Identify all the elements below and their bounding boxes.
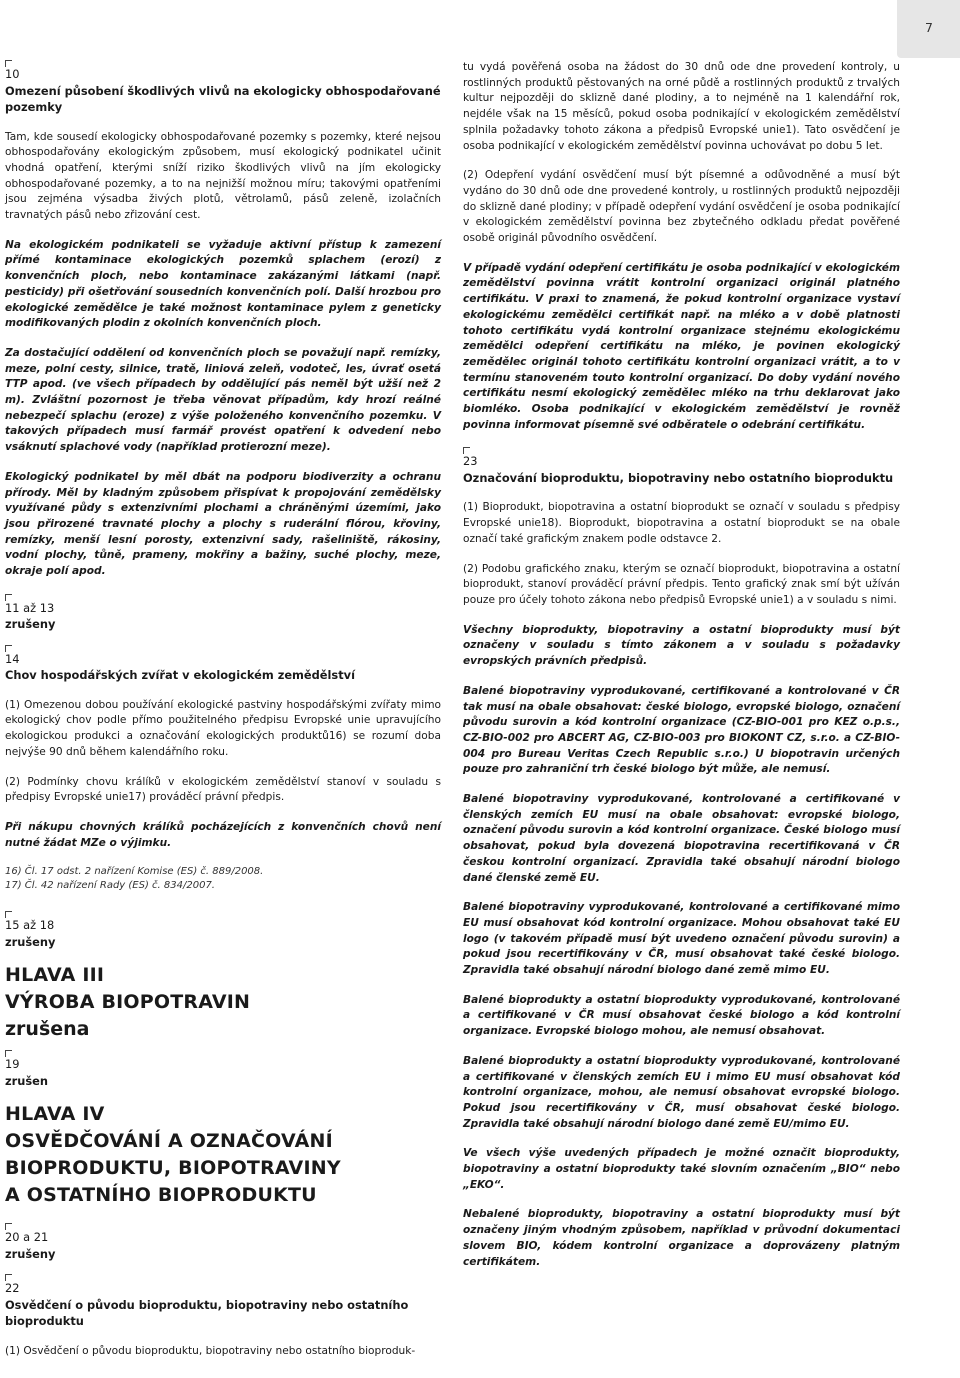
section-23-paragraph-1: (1) Bioprodukt, biopotravina a ostatní bioprodukt se označí v souladu s předpisy Evropské unie18). Bioprodukt, biopotravina a ostatní bioprodukt se na obale označí také grafickým znakem podle odstavce 2. (463, 501, 900, 545)
section-15-number: 15 až 18 (5, 911, 441, 934)
section-10-title: Omezení působení škodlivých vlivů na ekologicky obhospodařované pozemky (5, 83, 441, 114)
section-22-number: 22 (5, 1274, 441, 1297)
section-14-paragraph-3: Při nákupu chovných králíků pocházejících z konvenčních chovů není nutné žádat MZe o výjimku. (5, 821, 441, 849)
section-15-status: zrušeny (5, 934, 56, 949)
section-22-paragraph-1-continued: tu vydá pověřená osoba na žádost do 30 dnů ode dne provedení kontroly, u rostlinných produktů pěstovaných na orné půdě a rostlinných produktů z trvalých kultur nejpozději do sklizně dané plodiny, a to nejméně na 1 kalendářní rok, nejdéle však na 15 měsíců, pokud osoba podnikající v ekologickém zemědělství splnila požadavky tohoto zákona a předpisů Evropské unie1). Tato osvědčení je osoba podnikající v ekologickém zemědělství povinna uchovávat po dobu 5 let. (463, 61, 900, 152)
section-23-paragraph-8: Balené bioprodukty a ostatní bioprodukty vyprodukované, kontrolované a certifikované v členských zemích EU i mimo EU musí obsahovat kód kontrolní organizace, mohou, ale nemusí obsahovat evropské biologo. Pokud jsou recertifikovány v ČR, musí obsahovat české biologo. Zpravidla také obsahují národní biologo dané země EU/mimo EU. (463, 1054, 900, 1130)
section-10-paragraph-1: Tam, kde sousedí ekologicky obhospodařované pozemky s pozemky, které nejsou obhospodařovány ekologickým způsobem, musí ekologický podnikatel učinit vhodná opatření, kterými sníží riziko škodlivých vlivů na jím ekologicky obhospodařované pozemky, a to na nejnižší možnou míru; takovými opatřeními jsou zejména výsadba živých plotů, větrolamů, pásů zeleně, izolačních travnatých pásů nebo zřizování cest. (5, 130, 441, 222)
chapter-4-title-line-3: A OSTATNÍHO BIOPRODUKTU (5, 1184, 317, 1207)
chapter-3-status: zrušena (5, 1018, 90, 1041)
section-23-paragraph-7: Balené bioprodukty a ostatní bioprodukty vyprodukované, kontrolované a certifikované v ČR musí obsahovat české biologo a kód kontrolní organizace. Evropské biologo mohou, ale nemusí obsahovat. (463, 993, 900, 1038)
section-10-paragraph-3: Za dostačující oddělení od konvenčních ploch se považují např. remízky, meze, polní cesty, silnice, tratě, liniová zeleň, vodoteč, les, úvrať osetá TTP apod. (ve všech případech by oddělující pás neměl být užší než 2 m). Zvláštní pozornost je třeba věnovat případům, kdy hrozí reálné nebezpečí splachu (eroze) z výše položeného konvenčního pozemku. V takových případech musí farmář provést opatření k odvedení nebo vsáknutí splachové vody (například protierozní meze). (5, 346, 441, 454)
footnotes (5, 865, 441, 893)
page-number: 7 (925, 20, 933, 35)
section-22-title: Osvědčení o původu bioproduktu, biopotraviny nebo ostatního bioproduktu (5, 1297, 409, 1329)
section-14-number: 14 (5, 645, 441, 668)
chapter-4-title-line-1: OSVĚDČOVÁNÍ A OZNAČOVÁNÍ (5, 1130, 333, 1153)
section-10-number: 10 (5, 60, 441, 83)
section-20-status: zrušeny (5, 1246, 56, 1261)
left-column (5, 60, 441, 1374)
section-11-status: zrušeny (5, 617, 56, 632)
section-22-paragraph-1: (1) Osvědčení o původu bioproduktu, biopotraviny nebo ostatního bioproduk- (5, 1344, 416, 1357)
section-22-paragraph-3: V případě vydání odepření certifikátu je osoba podnikající v ekologickém zemědělství povinna vrátit kontrolní organizaci originál platného certifikátu. V praxi to znamená, že pokud kontrolní organizace vystaví ekologickému zemědělci certifikát např. na mléko a v době platnosti tohoto certifikátu vydá kontrolní organizace stejnému ekologickému zemědělci odepření certifikátu na mléko, je povinen ekologický zemědělec originál tohoto certifikátu kontrolní organizaci vrátit, a to v termínu stanoveném touto kontrolní organizací. Do doby vydání nového certifikátu nesmí ekologický zemědělec mléko na trhu deklarovat jako biomléko. Osoba podnikající v ekologickém zemědělství je rovněž povinna informovat písemně své odběratele o odebrání certifikátu. (463, 261, 900, 431)
section-19-number: 19 (5, 1050, 441, 1073)
section-23-number: 23 (463, 447, 900, 470)
footnote-17: 17) Čl. 42 nařízení Rady (ES) č. 834/2007. (5, 880, 215, 892)
section-19-status: zrušen (5, 1073, 48, 1088)
section-10-paragraph-2: Na ekologickém podnikateli se vyžaduje aktivní přístup k zamezení přímé kontaminace ekologických pozemků splachem (erozí) z konvenčních ploch, nebo kontaminace zakázanými látkami (např. pesticidy) při ošetřování sousedních konvenčních polí. Další hrozbou pro ekologické zemědělce je také možnost kontaminace pylem z geneticky modifikovaných plodin z okolních konvenčních ploch. (5, 238, 441, 330)
section-14-paragraph-1: (1) Omezenou dobou používání ekologické pastviny hospodářskými zvířaty mimo ekologický chov podle přímo použitelného předpisu Evropské unie upravujícího ekologickou produkci a označování ekologických produktů16) se rozumí doba nejvýše 90 dnů během kalendářního roku. (5, 698, 441, 758)
section-23-paragraph-6: Balené biopotraviny vyprodukované, kontrolované a certifikované mimo EU musí obsahovat kód kontrolní organizace. Mohou obsahovat také EU logo (v takovém případě musí být uvedeno označení původu surovin) a pokud jsou recertifikovány v ČR, musí obsahovat také české biologo. Zpravidla také obsahují národní biologo dané země mimo EU. (463, 901, 900, 977)
section-23-paragraph-4: Balené biopotraviny vyprodukované, certifikované a kontrolované v ČR tak musí na obale obsahovat: české biologo, evropské biologo, označení původu surovin a kód kontrolní organizace (CZ-BIO-001 pro KEZ o.p.s., CZ-BIO-002 pro ABCERT AG, CZ-BIO-003 pro BIOKONT CZ, s.r.o. a CZ-BIO-004 pro Bureau Veritas Czech Republic s.r.o.) U biopotravin určených pouze pro zahraniční trh české biologo být může, ale nemusí. (463, 684, 900, 776)
section-10-paragraph-4: Ekologický podnikatel by měl dbát na podporu biodiverzity a ochranu přírody. Měl by kladným způsobem přispívat k propojování zemědělsky využívané půdy s extenzivními plochami a chráněnými územími, jako jsou přirozené travnaté plochy a plochy s ruderální flórou, křoviny, remízky, menší lesní porosty, extenzivní sady, rašeliniště, rákosiny, vodní plochy, tůně, prameny, mokřiny a bažiny, suché plochy, meze, okraje polí apod. (5, 470, 441, 578)
section-14-paragraph-2: (2) Podmínky chovu králíků v ekologickém zemědělství stanoví v souladu s předpisy Evropské unie17) prováděcí právní předpis. (5, 775, 441, 804)
section-11-number: 11 až 13 (5, 594, 441, 617)
section-14-title: Chov hospodářských zvířat v ekologickém zemědělství (5, 668, 355, 683)
section-22-paragraph-2: (2) Odepření vydání osvědčení musí být písemné a odůvodněné a musí být vydáno do 30 dnů ode dne provedené kontroly, u rostlinných produktů nejpozději do sklizně dané plodiny; v případě odepření vydání osvědčení je osoba podnikající v ekologickém zemědělství povinna bez zbytečného odkladu předat pověřené osobě originál původního osvědčení. (463, 169, 900, 245)
section-23-paragraph-10: Nebalené bioprodukty, biopotraviny a ostatní bioprodukty musí být označeny jiným vhodným způsobem, například v průvodní dokumentaci slovem BIO, kódem kontrolní organizace a doprovázeny platným certifikátem. (463, 1208, 900, 1268)
section-23-paragraph-3: Všechny bioprodukty, biopotraviny a ostatní bioprodukty musí být označeny v souladu s tímto zákonem a v souladu s požadavky evropských právních předpisů. (463, 623, 900, 668)
chapter-4-title-line-2: BIOPRODUKTU, BIOPOTRAVINY (5, 1157, 341, 1180)
chapter-3-label: HLAVA III (5, 964, 105, 987)
footnote-16: 16) Čl. 17 odst. 2 nařízení Komise (ES) č. 889/2008. (5, 866, 264, 878)
section-23-paragraph-2: (2) Podobu grafického znaku, kterým se označí bioprodukt, biopotravina a ostatní bioprodukt, stanoví prováděcí právní předpis. Tento grafický znak smí být užíván pouze pro účely tohoto zákona nebo předpisů Evropské unie1) a v souladu s nimi. (463, 562, 900, 606)
section-23-paragraph-9: Ve všech výše uvedených případech je možné označit bioprodukty, biopotraviny a ostatní bioprodukty také slovním označením „BIO“ nebo „EKO“. (463, 1147, 900, 1191)
section-20-number: 20 a 21 (5, 1223, 441, 1246)
section-23-paragraph-5: Balené biopotraviny vyprodukované, kontrolované a certifikované v členských zemích EU musí na obale obsahovat: evropské biologo, označení původu surovin a kód kontrolní organizace. České biologo musí obsahovat, pokud byla dovezená biopotravina recertifikovaná v ČR českou kontrolní organizací. Zpravidla také obsahují národní biologo dané členské země EU. (463, 793, 900, 884)
chapter-3-title: VÝROBA BIOPOTRAVIN (5, 991, 251, 1014)
right-column (463, 60, 900, 1284)
section-23-title: Označování bioproduktu, biopotraviny nebo ostatního bioproduktu (463, 470, 894, 485)
chapter-4-label: HLAVA IV (5, 1103, 105, 1126)
